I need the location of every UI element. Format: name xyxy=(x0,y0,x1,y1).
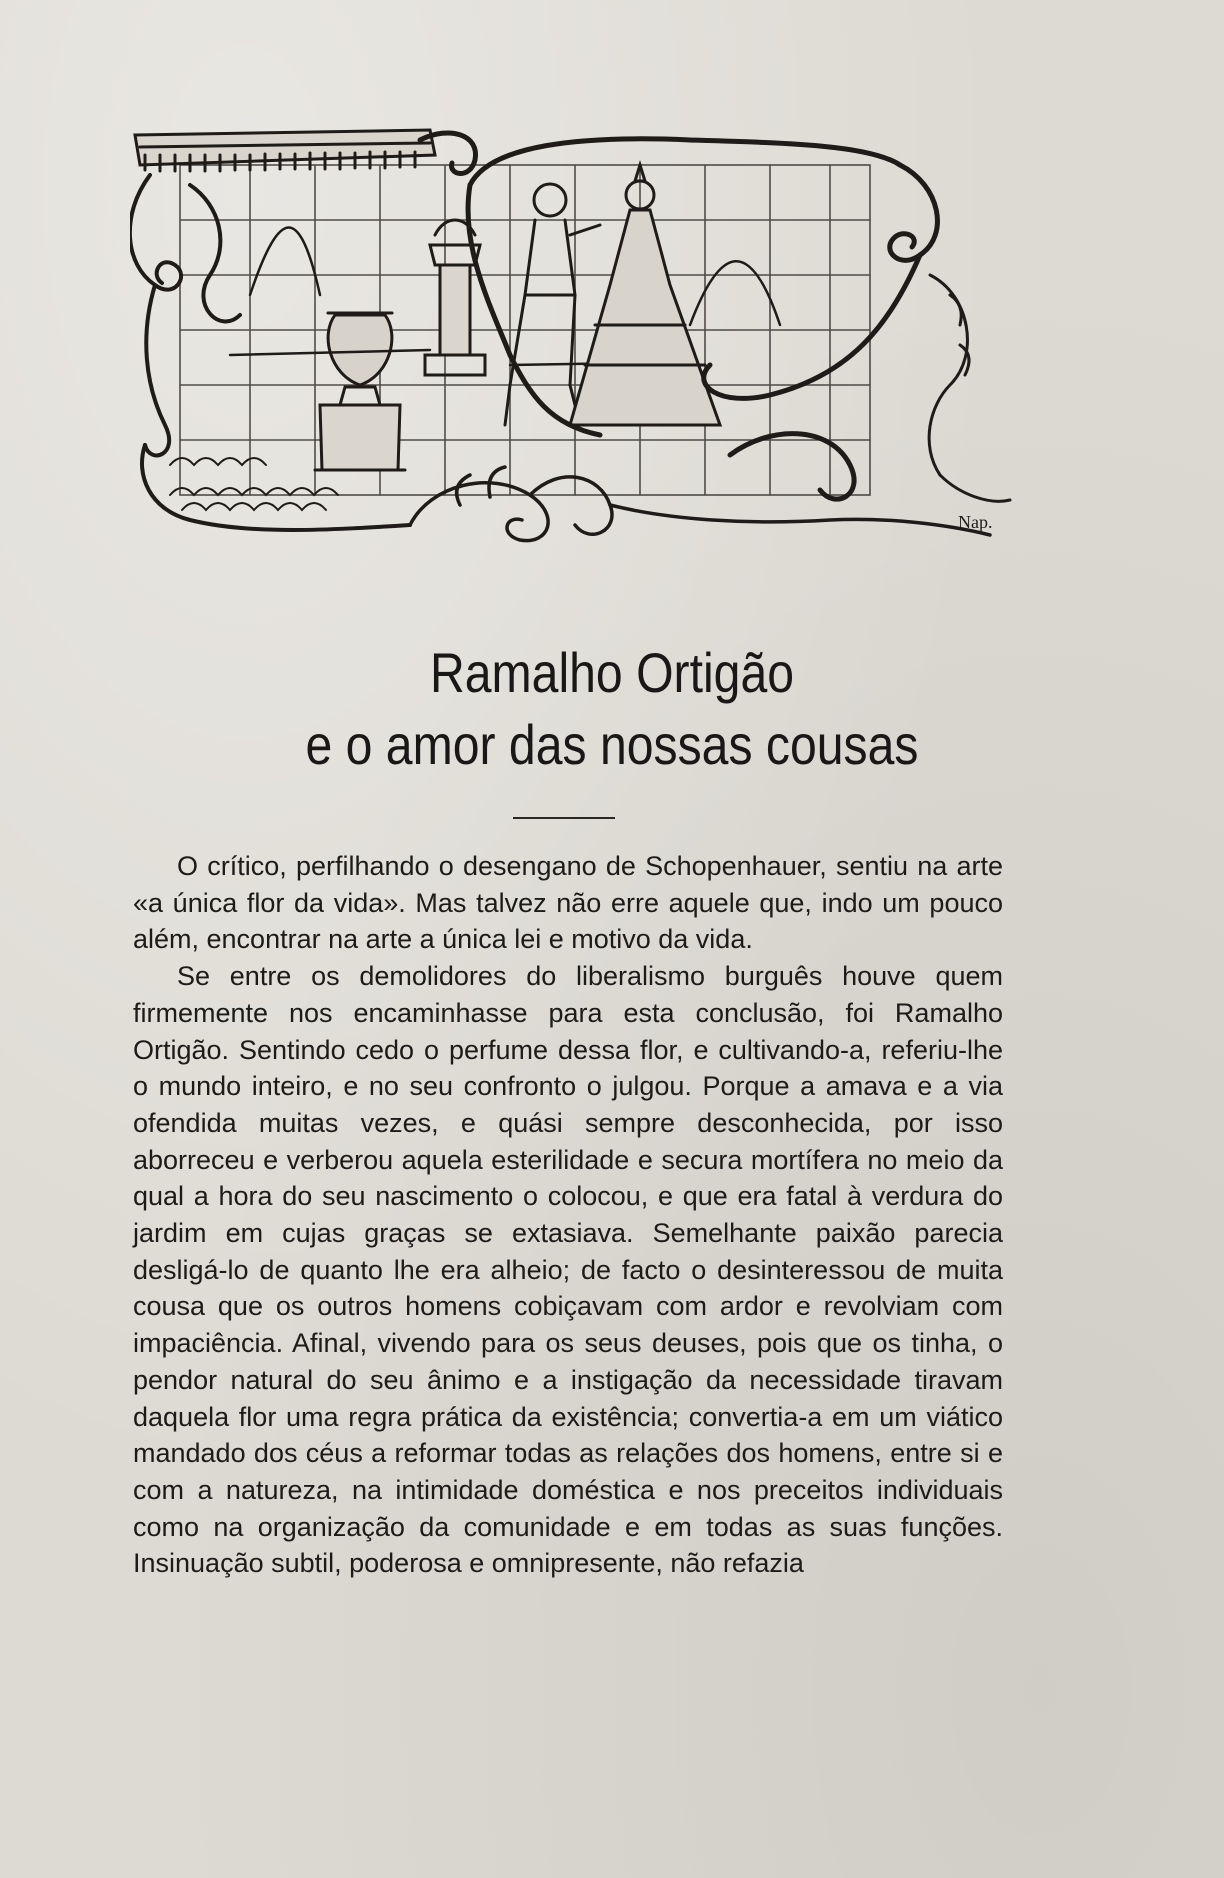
body-text xyxy=(133,848,1003,1582)
paragraph: O crítico, perfilhando o desengano de Schopenhauer, sentiu na arte «a única flor da vida». Mas talvez não erre aquele que, indo um pouco além, encontrar na arte a única lei e motivo da vida. xyxy=(133,851,1003,955)
artist-signature: Nap. xyxy=(958,512,993,532)
paragraph: Se entre os demolidores do liberalismo burguês houve quem firmemente nos encaminhasse para esta conclusão, foi Ramalho Ortigão. Sentindo cedo o perfume dessa flor, e cultivando-a, referiu-lhe o mundo inteiro, e no seu confronto o julgou. Porque a amava e a via ofendida muitas vezes, e quási sempre desconhecida, por isso aborreceu e verberou aquela esterilidade e secura mortífera no meio da qual a hora do seu nascimento o colocou, e que era fatal à verdura do jardim em cujas graças se extasiava. Semelhante paixão parecia desligá-lo de quanto lhe era alheio; de facto o desinteressou de muita cousa que os outros homens cobiçavam com ardor e revolviam com impaciência. Afinal, vivendo para os seus deuses, pois que os tinha, o pendor natural do seu ânimo e a instigação da necessidade tiravam daquela flor uma regra prática da existência; convertia-a em um viático mandado dos céus a reformar todas as relações dos homens, entre si e com a natureza, na intimidade doméstica e nos preceitos individuais como na organização da comunidade e em todas as suas funções. Insinuação subtil, poderosa e omnipresente, não refazia xyxy=(133,961,1003,1579)
page-title-line-2: e o amor das nossas cousas xyxy=(305,713,919,776)
page-title-line-1: Ramalho Ortigão xyxy=(429,641,795,704)
title-divider xyxy=(513,817,615,819)
ornamental-headpiece-illustration xyxy=(130,125,1020,555)
